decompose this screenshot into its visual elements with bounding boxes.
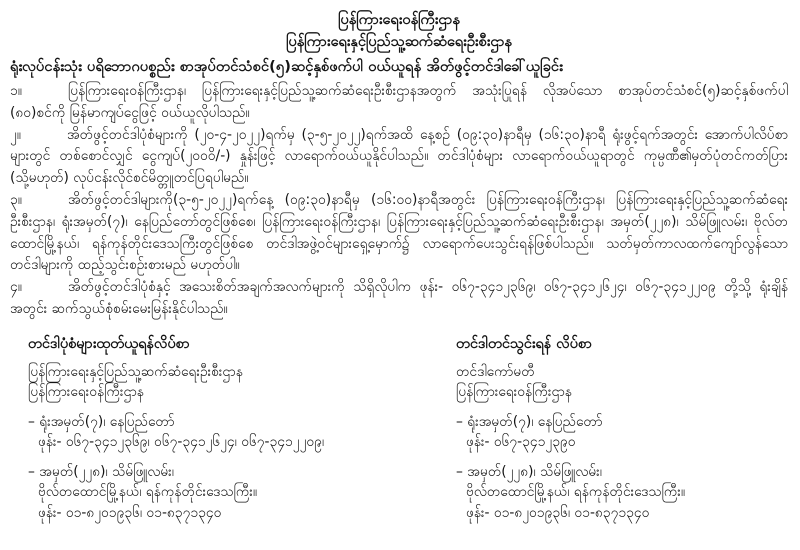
- paragraph-2-number: ၂။: [10, 126, 21, 143]
- form-pickup-address-column: [10, 333, 450, 533]
- pickup-organization: [28, 362, 450, 403]
- pickup-office1-phone: ဖုန်း- ၀၆၇-၃၄၁၂၃၆၉၊ ၀၆၇-၃၄၁၂၆၂၄၊ ၀၆၇-၃၄၁၂၂၀၉၊: [38, 434, 325, 451]
- tender-subject-line: ရုံးလုပ်ငန်းသုံး ပရိဘောဂပစ္စည်း စာအုပ်တင်သံစင်(၅)ဆင့်နှစ်ဖက်ပါ ဝယ်ယူရန် အိတ်ဖွင့်တင်ဒါခေါ်ယူခြင်း: [10, 58, 563, 75]
- paragraph-tab: [22, 94, 68, 95]
- submit-column-header: တင်ဒါတင်သွင်းရန် လိပ်စာ: [456, 335, 592, 352]
- tender-submit-address-column: [450, 333, 780, 533]
- paragraph-3-text: အိတ်ဖွင့်တင်ဒါများကို(၃-၅-၂၀၂၂)ရက်နေ့ (၀၉:၃၀)နာရီမှ (၁၆:၀၀)နာရီအတွင်း ပြန်ကြားရေးဝန်ကြီးဌာန၊ ပြန်ကြားရေးနှင့်ပြည်သူ့ဆက်ဆံရေးဦးစီးဌာန၊ ရုံးအမှတ်(၇)၊ နေပြည်တော်တွင်ဖြစ်စေ၊ ပြန်ကြားရေးဝန်ကြီးဌာန၊ ပြန်ကြားရေးနှင့်ပြည်သူ့ဆက်ဆံရေးဦးစီးဌာန၊ အမှတ်(၂၂၈)၊ သိမ်ဖြူလမ်း၊ ဗိုလ်တထောင်မြို့နယ်၊ ရန်ကုန်တိုင်းဒေသကြီးတွင်ဖြစ်စေ တင်ဒါအဖွဲ့ဝင်များရှေ့မှောက်၌ လာရောက်ပေးသွင်းရန်ဖြစ်ပါသည်။ သတ်မှတ်ကာလထက်ကျော်လွန်သော တင်ဒါများကို ထည့်သွင်းစဉ်းစားမည် မဟုတ်ပါ။: [10, 191, 788, 274]
- department-title: ပြန်ကြားရေးနှင့်ပြည်သူ့ဆက်ဆံရေးဦးစီးဌာန: [286, 34, 512, 50]
- paragraph-1-number: ၁။: [10, 83, 22, 99]
- submit-office2-address-2: ဗိုလ်တထောင်မြို့နယ်၊ ရန်ကုန်တိုင်းဒေသကြီး။: [466, 484, 686, 501]
- pickup-office2-phone: ဖုန်း- ၀၁-၈၂၀၁၉၃၆၊ ၀၁-၈၃၇၁၃၄၀: [38, 504, 222, 521]
- paragraph-3-number: ၃။: [10, 191, 22, 208]
- pickup-column-header: တင်ဒါပုံစံများထုတ်ယူရန်လိပ်စာ: [28, 335, 190, 352]
- pickup-office2-address-2: ဗိုလ်တထောင်မြို့နယ်၊ ရန်ကုန်တိုင်းဒေသကြီး။: [38, 484, 258, 501]
- address-section: [10, 333, 788, 533]
- pickup-office1-address: – ရုံးအမှတ်(၇)၊ နေပြည်တော်: [28, 413, 175, 430]
- pickup-office2-address-1: – အမှတ်(၂၂၈)၊ သိမ်ဖြူလမ်း၊: [28, 463, 174, 480]
- submit-org-line-1: တင်ဒါကော်မတီ: [456, 363, 535, 380]
- letterhead: [10, 9, 788, 53]
- paragraph-tab: [22, 290, 68, 291]
- submit-office-yangon: [456, 462, 780, 524]
- pickup-office-naypyitaw: [28, 412, 450, 453]
- paragraph-4-text: အိတ်ဖွင့်တင်ဒါပုံစံနှင့် အသေးစိတ်အချက်အလက်များကို သိရှိလိုပါက ဖုန်း- ၀၆၇-၃၄၁၂၃၆၉၊ ၀၆၇-၃၄၁၂၆၂၄၊ ၀၆၇-၃၄၁၂၂၀၉ တို့သို့ ရုံးချိန်အတွင်း ဆက်သွယ်စုံစမ်းမေးမြန်းနိုင်ပါသည်။: [10, 279, 788, 317]
- ministry-title: ပြန်ကြားရေးဝန်ကြီးဌာန: [338, 12, 460, 28]
- paragraph-2: [10, 125, 788, 190]
- paragraph-3: [10, 190, 788, 277]
- submit-office2-phone: ဖုန်း- ၀၁-၈၂၀၁၉၃၆၊ ၀၁-၈၃၇၁၃၄၀: [466, 504, 650, 521]
- pickup-office-yangon: [28, 462, 450, 524]
- paragraph-tab: [21, 138, 67, 139]
- submit-organization: [456, 362, 780, 403]
- paragraph-1-text: ပြန်ကြားရေးဝန်ကြီးဌာန၊ ပြန်ကြားရေးနှင့်ပြည်သူ့ဆက်ဆံရေးဦးစီးဌာနအတွက် အသုံးပြုရန် လိုအပ်သော စာအုပ်တင်သံစင်(၅)ဆင့်နှစ်ဖက်ပါ (၈၀)စင်ကို မြန်မာကျပ်ငွေဖြင့် ဝယ်ယူလိုပါသည်။: [10, 83, 788, 121]
- submit-office-naypyitaw: [456, 412, 780, 453]
- paragraph-tab: [22, 203, 68, 204]
- paragraph-1: [10, 81, 788, 125]
- document-body: [10, 81, 788, 321]
- paragraph-2-text: အိတ်ဖွင့်တင်ဒါပုံစံများကို (၂၀-၄-၂၀၂၂)ရက်မှ (၃-၅-၂၀၂၂)ရက်အထိ နေ့စဉ် (၀၉:၃၀)နာရီမှ (၁၆:၃၀)နာရီ ရုံးဖွင့်ရက်အတွင်း အောက်ပါလိပ်စာများတွင် တစ်စောင်လျှင် ငွေကျပ်(၂၀၀၀ိ/-) နှုန်းဖြင့် လာရောက်ဝယ်ယူနိုင်ပါသည်။ တင်ဒါပုံစံများ လာရောက်ဝယ်ယူရာတွင် ကုမ္ပဏီ၏မှတ်ပုံတင်ကတ်ပြား (သို့မဟုတ်) လုပ်ငန်းလိုင်စင်မိတ္တူတင်ပြရပါမည်။: [10, 126, 788, 187]
- submit-office2-address-1: – အမှတ်(၂၂၈)၊ သိမ်ဖြူလမ်း၊: [456, 463, 602, 480]
- submit-org-line-2: ပြန်ကြားရေးဝန်ကြီးဌာန: [456, 384, 572, 401]
- paragraph-4-number: ၄။: [10, 279, 22, 296]
- submit-office1-phone: ဖုန်း- ၀၆၇-၃၄၁၂၃၉၀: [466, 434, 576, 451]
- paragraph-4: [10, 277, 788, 321]
- pickup-org-line-1: ပြန်ကြားရေးနှင့်ပြည်သူ့ဆက်ဆံရေးဦးစီးဌာန: [28, 363, 243, 380]
- submit-office1-address: – ရုံးအမှတ်(၇)၊ နေပြည်တော်: [456, 413, 603, 430]
- pickup-org-line-2: ပြန်ကြားရေးဝန်ကြီးဌာန: [28, 384, 144, 401]
